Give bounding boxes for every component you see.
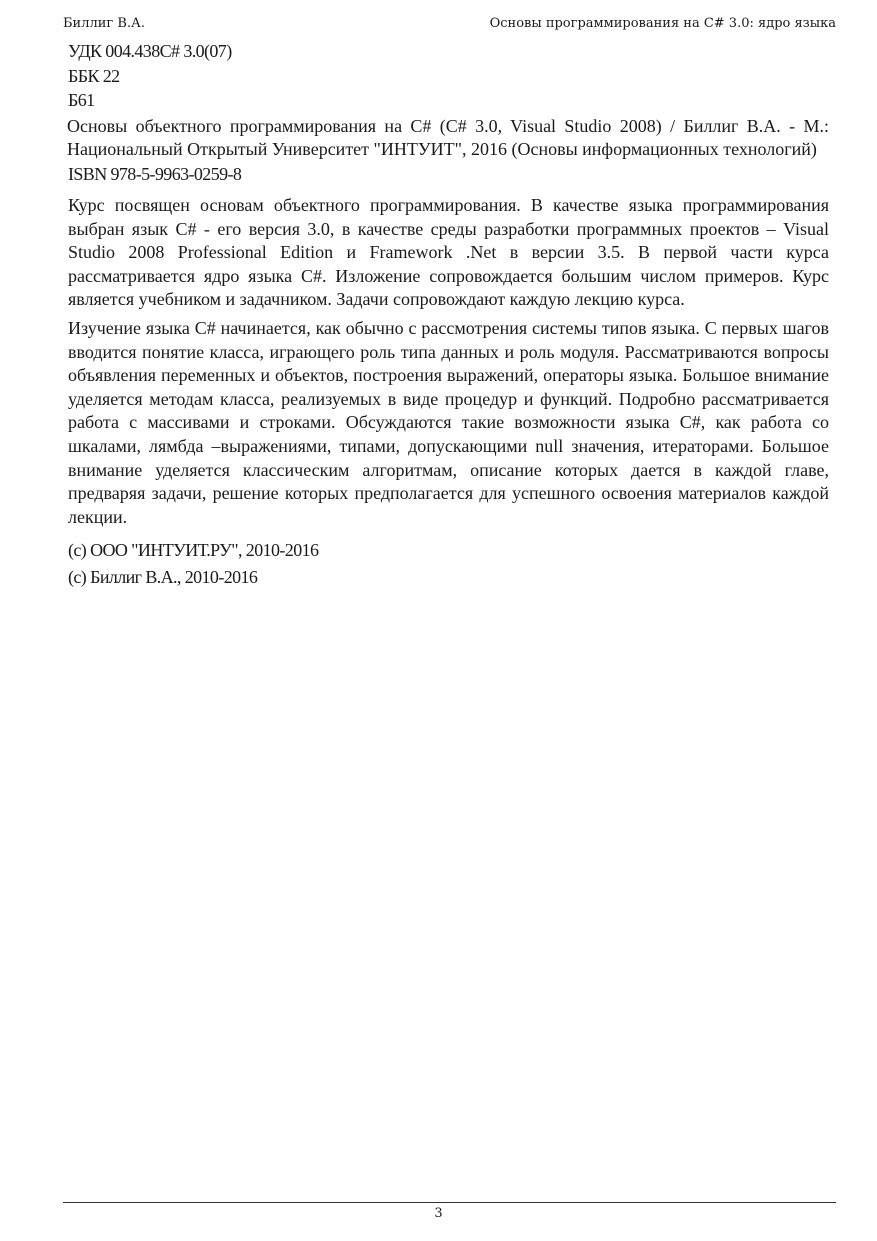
annotation-paragraph-2: Изучение языка C# начинается, как обычно с рассмотрения системы типов языка. С первых шагов вводится понятие класса, играющего роль типа данных и роль модуля. Рассматриваются вопросы объявления переменных и объектов, построения выражений, операторы языка. Большое внимание уделяется методам класса, реализуемых в виде процедур и функций. Подробно рассматривается работа с массивами и строками. Обсуждаются такие возможности языка C#, как работа со шкалами, лямбда –выражениями, типами, допускающими null значения, итераторами. Большое внимание уделяется классическим алгоритмам, описание которых дается в каждой главе, предваряя задачи, решение которых предполагается для успешного освоения материалов каждой лекции.	[68, 317, 829, 527]
udk-code: УДК 004.438C# 3.0(07)	[68, 41, 232, 61]
copyright-author: (с) Биллиг В.А., 2010-2016	[68, 567, 258, 588]
bbk-code: ББК 22	[68, 65, 120, 86]
header-author: Биллиг В.А.	[63, 16, 146, 31]
page-number: 3	[434, 1206, 443, 1221]
running-header	[63, 16, 836, 31]
bibliographic-record: Основы объектного программирования на C# (C# 3.0, Visual Studio 2008) / Биллиг В.А. - М.: Национальный Открытый Университет "ИНТУИТ", 2016 (Основы информационных технологий)	[67, 115, 829, 159]
page-content	[68, 40, 829, 591]
header-book-title: Основы программирования на C# 3.0: ядро языка	[489, 16, 836, 31]
footer-divider	[63, 1202, 836, 1203]
annotation-paragraph-1: Курс посвящен основам объектного программирования. В качестве языка программирования выбран язык C# - его версия 3.0, в качестве среды разработки программных проектов – Visual Studio 2008 Professional Edition и Framework .Net в версии 3.5. В первой части курса рассматривается ядро языка C#. Изложение сопровождается большим числом примеров. Курс является учебником и задачником. Задачи сопровождают каждую лекцию курса.	[68, 195, 829, 310]
isbn: ISBN 978-5-9963-0259-8	[68, 163, 242, 184]
copyright-publisher: (с) ООО "ИНТУИТ.РУ", 2010-2016	[68, 540, 319, 561]
author-mark: Б61	[68, 90, 95, 110]
